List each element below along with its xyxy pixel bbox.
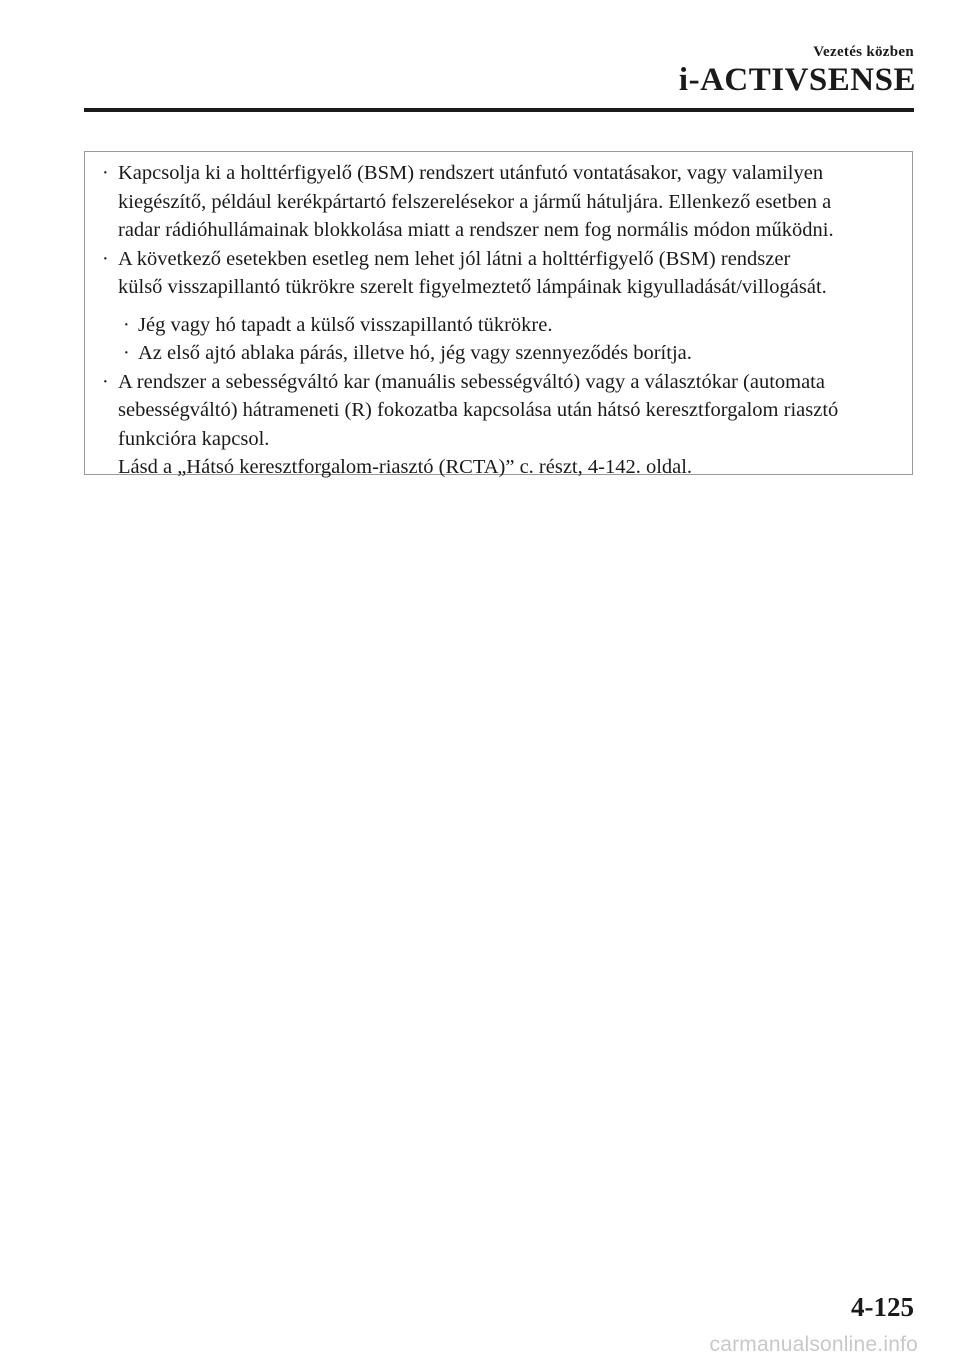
section-label: Vezetés közben [813, 44, 914, 60]
spacer [85, 302, 912, 311]
note-item-bsm-towing [85, 159, 912, 245]
note-box [84, 151, 913, 478]
note-item-rcta [85, 368, 912, 482]
note-text-line: A következő esetekben esetleg nem lehet jól látni a holttérfigyelő (BSM) rendszer [118, 247, 791, 270]
bullet-icon: · [102, 370, 109, 393]
header-divider [84, 108, 914, 112]
note-text-line: sebességváltó) hátrameneti (R) fokozatba kapcsolása után hátsó keresztforgalom riasztó [118, 399, 839, 421]
note-text-line: Jég vagy hó tapadt a külső visszapillantó tükrökre. [138, 313, 553, 336]
note-text-line: Lásd a „Hátsó keresztforgalom-riasztó (RCTA)” c. részt, 4-142. oldal. [118, 456, 693, 478]
note-text-line: funkcióra kapcsol. [118, 427, 270, 450]
note-text-line: A rendszer a sebességváltó kar (manuális sebességváltó) vagy a választókar (automata [118, 370, 825, 393]
bullet-icon: · [123, 313, 130, 336]
footer-watermark: carmanualsonline.info [709, 1333, 918, 1356]
sub-item-window-fog [85, 339, 912, 368]
bullet-icon: · [102, 247, 109, 270]
bullet-icon: · [123, 342, 130, 364]
note-text-line: kiegészítő, például kerékpártartó felszerelésekor a jármű hátuljára. Ellenkező esetben a [118, 190, 832, 213]
note-text-line: radar rádióhullámainak blokkolása miatt a rendszer nem fog normális módon működni. [118, 219, 834, 241]
note-text-line: külső visszapillantó tükrökre szerelt figyelmeztető lámpáinak kigyulladását/villogását. [118, 276, 827, 298]
bullet-icon: · [102, 162, 109, 184]
note-text-line: Az első ajtó ablaka párás, illetve hó, jég vagy szennyeződés borítja. [138, 342, 692, 364]
sub-item-ice-snow [85, 311, 912, 340]
note-item-warning-lights [85, 245, 912, 302]
note-text-line: Kapcsolja ki a holttérfigyelő (BSM) rendszert utánfutó vontatásakor, vagy valamilyen [118, 162, 824, 184]
page-number: 4-125 [851, 1292, 914, 1322]
chapter-title: i-ACTIVSENSE [678, 62, 916, 98]
